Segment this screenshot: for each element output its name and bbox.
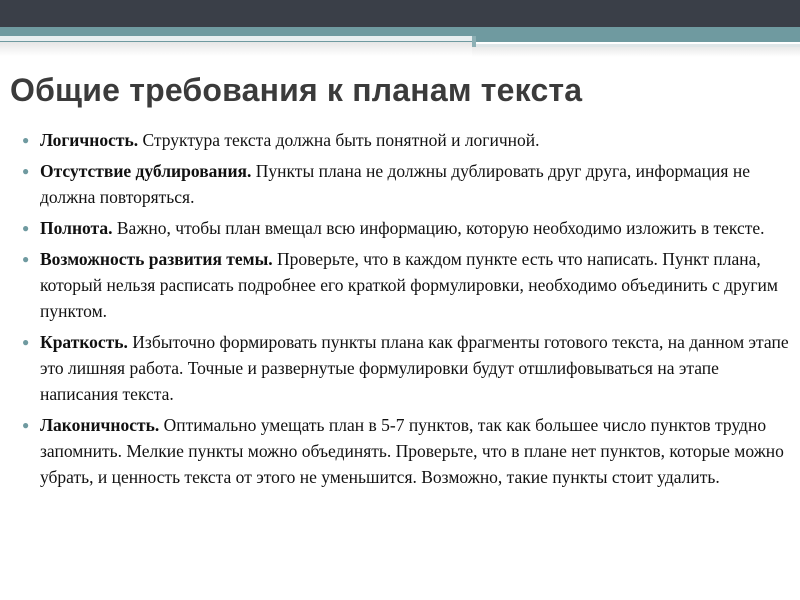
header-shadow-left xyxy=(0,42,472,56)
item-term: Отсутствие дублирования. xyxy=(40,161,252,181)
header-band-dark xyxy=(0,0,800,27)
list-item xyxy=(22,412,792,490)
item-text: Проверьте, что в каждом пункте есть что написать. Пункт плана, который нельзя расписать подробнее его краткой формулировки, необходимо объединить с другим пунктом. xyxy=(40,249,778,321)
item-term: Возможность развития темы. xyxy=(40,249,273,269)
bullet-dot-icon: ● xyxy=(22,252,30,266)
item-text: Пункты плана не должны дублировать друг друга, информация не должна повторяться. xyxy=(40,161,750,207)
item-term: Краткость. xyxy=(40,332,128,352)
item-text: Структура текста должна быть понятной и логичной. xyxy=(142,130,540,150)
bullet-dot-icon: ● xyxy=(22,418,30,432)
item-term: Логичность. xyxy=(40,130,139,150)
item-term: Лаконичность. xyxy=(40,415,160,435)
item-text: Важно, чтобы план вмещал всю информацию, которую необходимо изложить в тексте. xyxy=(116,218,765,238)
item-term: Полнота. xyxy=(40,218,113,238)
bullet-dot-icon: ● xyxy=(22,335,30,349)
bullet-dot-icon: ● xyxy=(22,133,30,147)
requirements-list xyxy=(22,127,792,495)
bullet-dot-icon: ● xyxy=(22,164,30,178)
item-text: Оптимально умещать план в 5-7 пунктов, так как большее число пунктов трудно запомнить. Мелкие пункты можно объединять. Проверьте, что в плане нет пунктов, которые можно убрать, и ценность текста от этого не уменьшится. Возможно, такие пункты стоит удалить. xyxy=(40,415,784,487)
header-stripe-left xyxy=(0,36,472,41)
list-item xyxy=(22,246,792,324)
bullet-dot-icon: ● xyxy=(22,221,30,235)
list-item xyxy=(22,158,792,210)
header-shadow-right xyxy=(472,47,800,57)
slide-title: Общие требования к планам текста xyxy=(10,72,583,108)
list-item xyxy=(22,329,792,407)
item-text: Избыточно формировать пункты плана как фрагменты готового текста, на данном этапе это лишняя работа. Точные и развернутые формулировки будут отшлифовываться на этапе написания текста. xyxy=(40,332,789,404)
list-item xyxy=(22,215,792,241)
list-item xyxy=(22,127,792,153)
